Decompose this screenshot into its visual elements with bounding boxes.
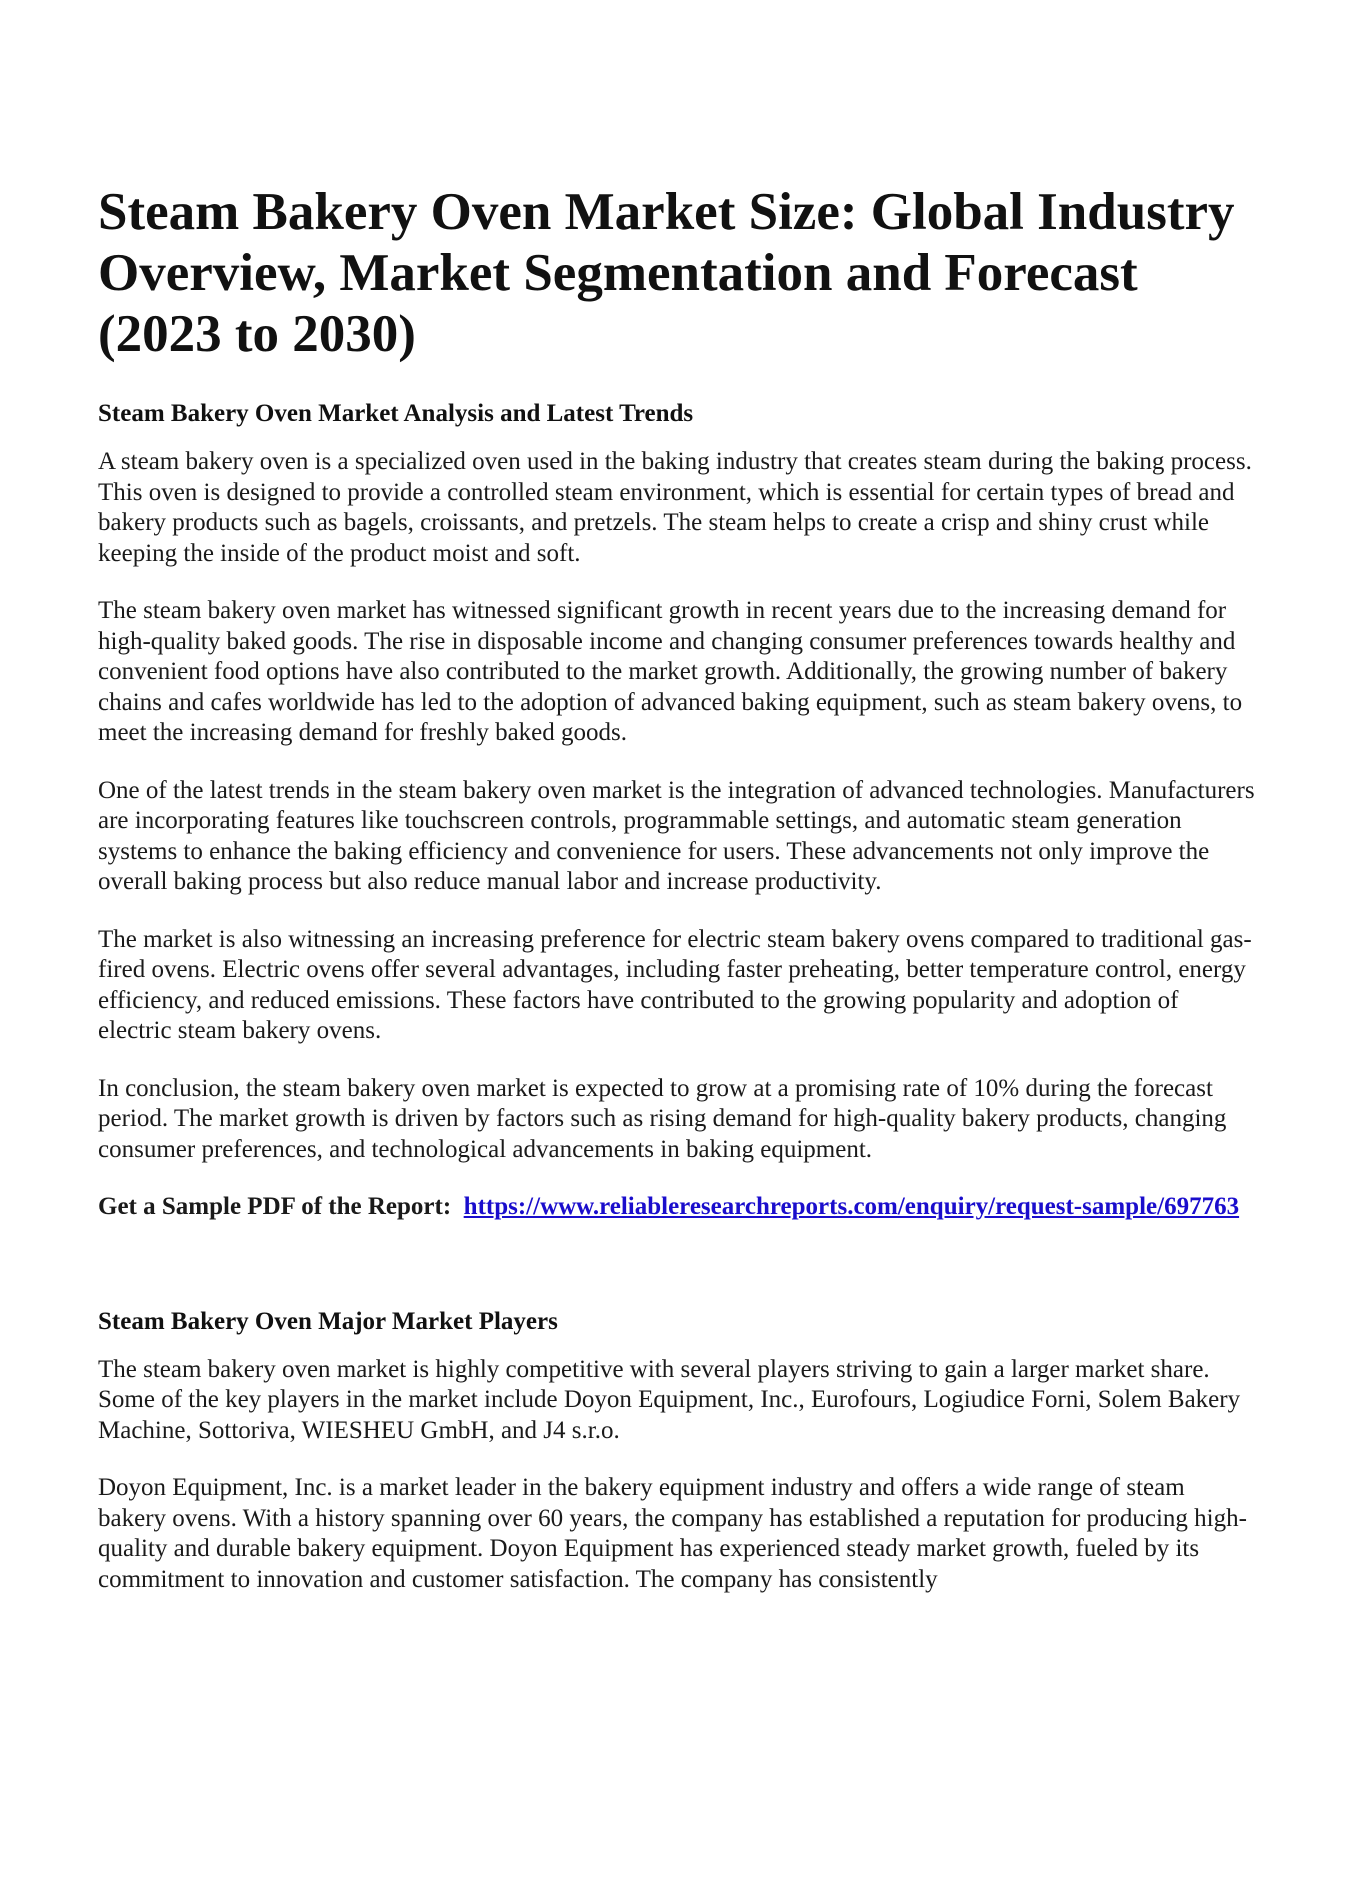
paragraph: The market is also witnessing an increasing preference for electric steam bakery ovens compared to traditional gas-fired ovens. Electric ovens offer several advantages, including faster preheating, better temperature control, energy efficiency, and reduced emissions. These factors have contributed to the growing popularity and adoption of electric steam bakery ovens.: [98, 925, 1252, 1044]
section-heading-players: Steam Bakery Oven Major Market Players: [98, 1307, 558, 1335]
paragraph: One of the latest trends in the steam bakery oven market is the integration of advanced technologies. Manufacturers are incorporating features like touchscreen controls, programmable settings, and automatic steam generation systems to enhance the baking efficiency and convenience for users. These advancements not only improve the overall baking process but also reduce manual labor and increase productivity.: [98, 776, 1255, 895]
paragraph: Doyon Equipment, Inc. is a market leader in the bakery equipment industry and offers a wide range of steam bakery ovens. With a history spanning over 60 years, the company has established a reputation for producing high-quality and durable bakery equipment. Doyon Equipment has experienced steady market growth, fueled by its commitment to innovation and customer satisfaction. The company has consistently: [98, 1474, 1247, 1593]
page-title: Steam Bakery Oven Market Size: Global Industry Overview, Market Segmentation and Forecast (2023 to 2030): [98, 183, 1235, 363]
paragraph: The steam bakery oven market is highly competitive with several players striving to gain a larger market share. Some of the key players in the market include Doyon Equipment, Inc., Eurofours, Logiudice Forni, Solem Bakery Machine, Sottoriva, WIESHEU GmbH, and J4 s.r.o.: [98, 1355, 1241, 1444]
paragraph: The steam bakery oven market has witnessed significant growth in recent years due to the increasing demand for high-quality baked goods. The rise in disposable income and changing consumer preferences towards healthy and convenient food options have also contributed to the market growth. Additionally, the growing number of bakery chains and cafes worldwide has led to the adoption of advanced baking equipment, such as steam bakery ovens, to meet the increasing demand for freshly baked goods.: [98, 597, 1243, 746]
section-spacer: [98, 1223, 1258, 1307]
document-page: [98, 182, 1258, 1622]
sample-pdf-label: Get a Sample PDF of the Report:: [98, 1193, 458, 1220]
sample-pdf-link[interactable]: https://www.reliableresearchreports.com/enquiry/request-sample/697763: [463, 1193, 1240, 1220]
paragraph: In conclusion, the steam bakery oven market is expected to grow at a promising rate of 10% during the forecast period. The market growth is driven by factors such as rising demand for high-quality bakery products, changing consumer preferences, and technological advancements in baking equipment.: [98, 1074, 1227, 1163]
section-heading-analysis: Steam Bakery Oven Market Analysis and Latest Trends: [98, 400, 694, 427]
paragraph: A steam bakery oven is a specialized oven used in the baking industry that creates steam during the baking process. This oven is designed to provide a controlled steam environment, which is essential for certain types of bread and bakery products such as bagels, croissants, and pretzels. The steam helps to create a crisp and shiny crust while keeping the inside of the product moist and soft.: [98, 448, 1252, 567]
sample-pdf-line: [98, 1192, 1258, 1223]
